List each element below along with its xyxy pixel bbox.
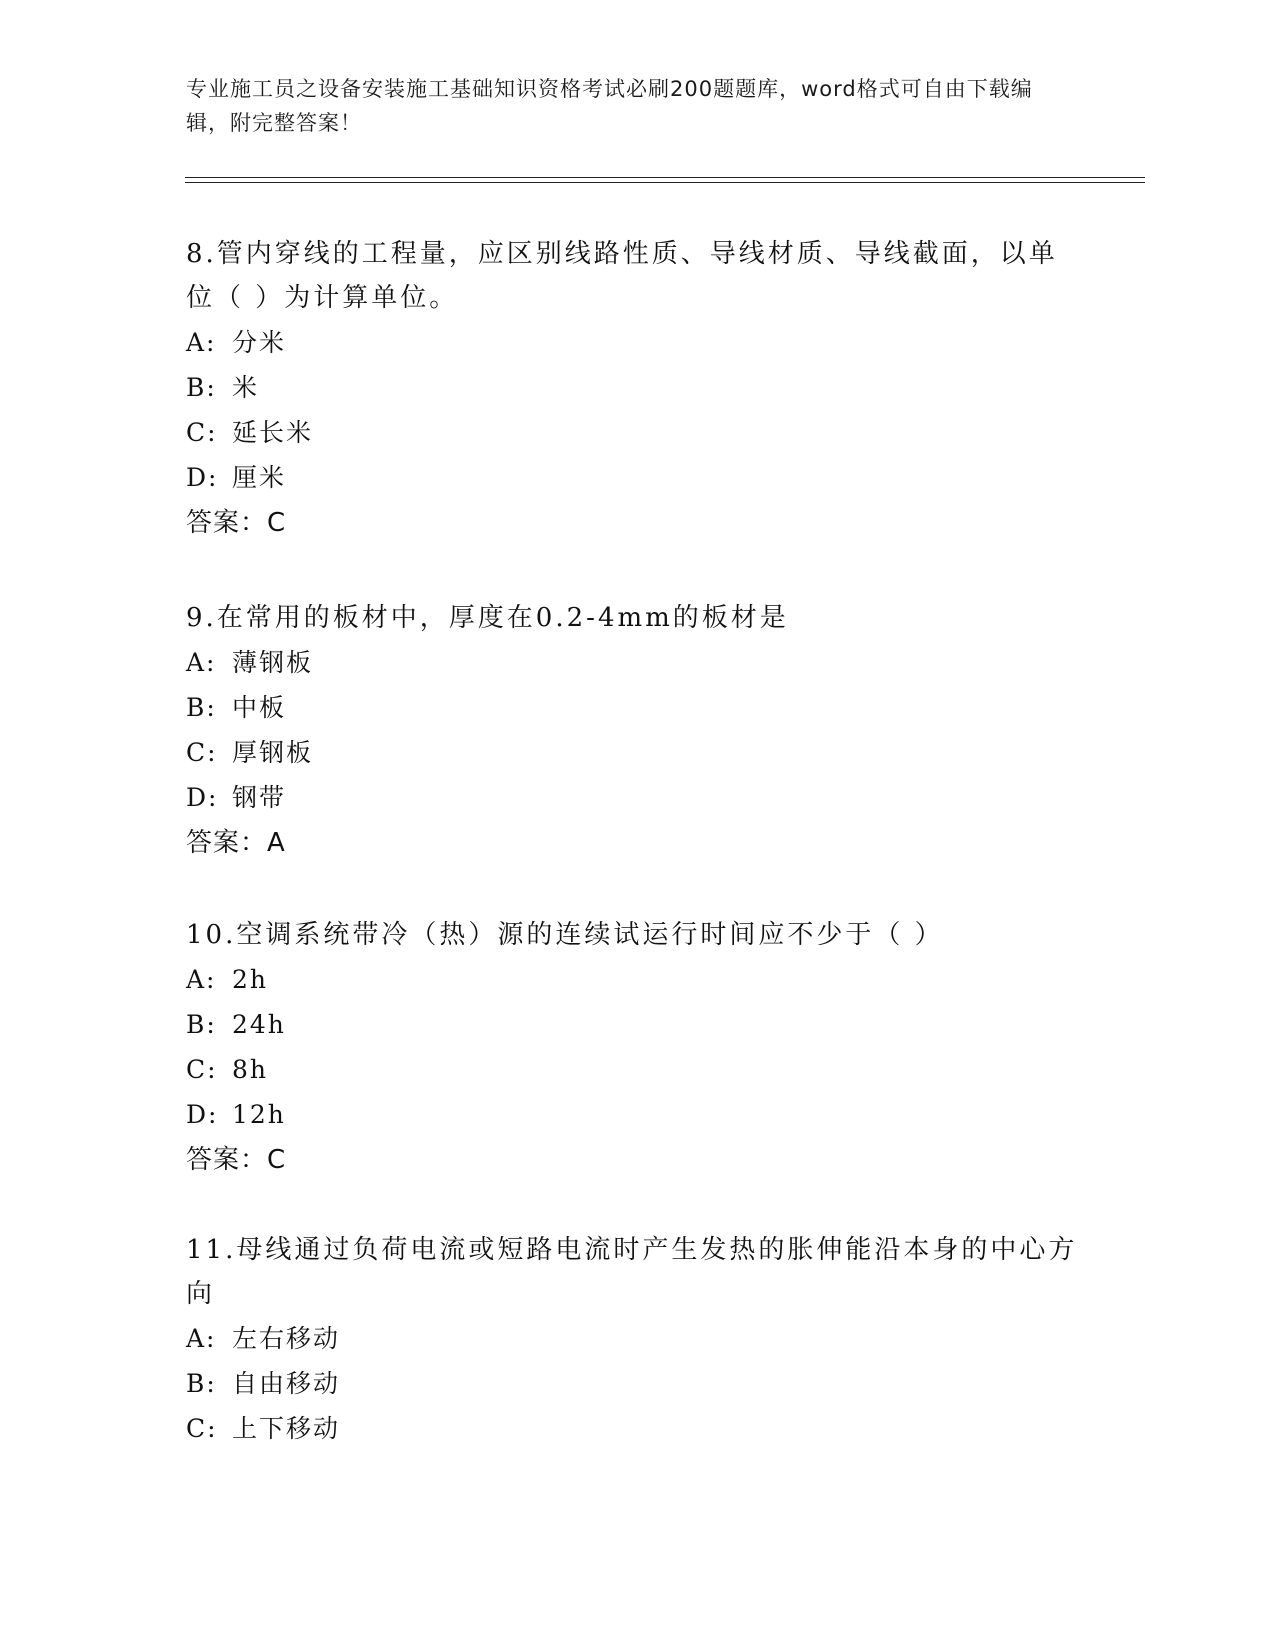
option-b: [186, 1361, 1086, 1406]
option-d: [186, 455, 1086, 500]
option-key: B:: [186, 693, 217, 722]
option-key: C:: [186, 418, 218, 447]
option-a: [186, 640, 1086, 685]
option-text: 延长米: [232, 418, 314, 447]
option-text: 厚钢板: [232, 738, 314, 767]
option-key: D:: [186, 463, 219, 492]
question-10: [186, 913, 1086, 1183]
option-b: [186, 365, 1086, 410]
option-text: 24h: [232, 1010, 286, 1039]
option-key: A:: [186, 328, 217, 357]
option-b: [186, 1002, 1086, 1047]
question-stem: 8.管内穿线的工程量，应区别线路性质、导线材质、导线截面，以单位（ ）为计算单位。: [186, 239, 1058, 313]
option-text: 厘米: [232, 463, 287, 492]
option-text: 钢带: [232, 783, 287, 812]
option-a: [186, 320, 1086, 365]
option-key: A:: [186, 1324, 217, 1353]
question-11: [186, 1228, 1086, 1451]
question-8: [186, 232, 1086, 546]
option-text: 12h: [232, 1100, 286, 1129]
option-text: 2h: [232, 965, 269, 994]
option-c: [186, 730, 1086, 775]
option-key: B:: [186, 1369, 217, 1398]
option-b: [186, 685, 1086, 730]
option-d: [186, 775, 1086, 820]
answer-line: 答案：C: [186, 1145, 287, 1175]
answer-line: 答案：A: [186, 828, 286, 858]
option-key: B:: [186, 373, 217, 402]
header-divider-top: [185, 177, 1145, 178]
document-header: 专业施工员之设备安装施工基础知识资格考试必刷200题题库，word格式可自由下载编辑，附完整答案！: [186, 77, 1033, 135]
question-stem: 9.在常用的板材中，厚度在0.2-4mm的板材是: [186, 603, 789, 633]
option-key: C:: [186, 1055, 218, 1084]
option-a: [186, 957, 1086, 1002]
question-9: [186, 596, 1086, 866]
answer-line: 答案：C: [186, 508, 287, 538]
option-key: C:: [186, 1414, 218, 1443]
option-text: 上下移动: [232, 1414, 341, 1443]
option-text: 中板: [232, 693, 287, 722]
option-key: A:: [186, 965, 217, 994]
option-text: 薄钢板: [232, 648, 314, 677]
header-divider-bottom: [185, 182, 1145, 183]
option-d: [186, 1092, 1086, 1137]
option-a: [186, 1316, 1086, 1361]
question-stem: 11.母线通过负荷电流或短路电流时产生发热的胀伸能沿本身的中心方向: [186, 1235, 1078, 1309]
option-key: D:: [186, 1100, 219, 1129]
option-text: 左右移动: [232, 1324, 341, 1353]
option-text: 自由移动: [232, 1369, 341, 1398]
option-text: 分米: [232, 328, 287, 357]
option-text: 米: [232, 373, 260, 402]
option-c: [186, 1047, 1086, 1092]
option-key: B:: [186, 1010, 217, 1039]
option-key: A:: [186, 648, 217, 677]
option-key: C:: [186, 738, 218, 767]
option-text: 8h: [232, 1055, 269, 1084]
question-stem: 10.空调系统带冷（热）源的连续试运行时间应不少于（ ）: [186, 920, 944, 950]
option-c: [186, 410, 1086, 455]
option-key: D:: [186, 783, 219, 812]
option-c: [186, 1406, 1086, 1451]
